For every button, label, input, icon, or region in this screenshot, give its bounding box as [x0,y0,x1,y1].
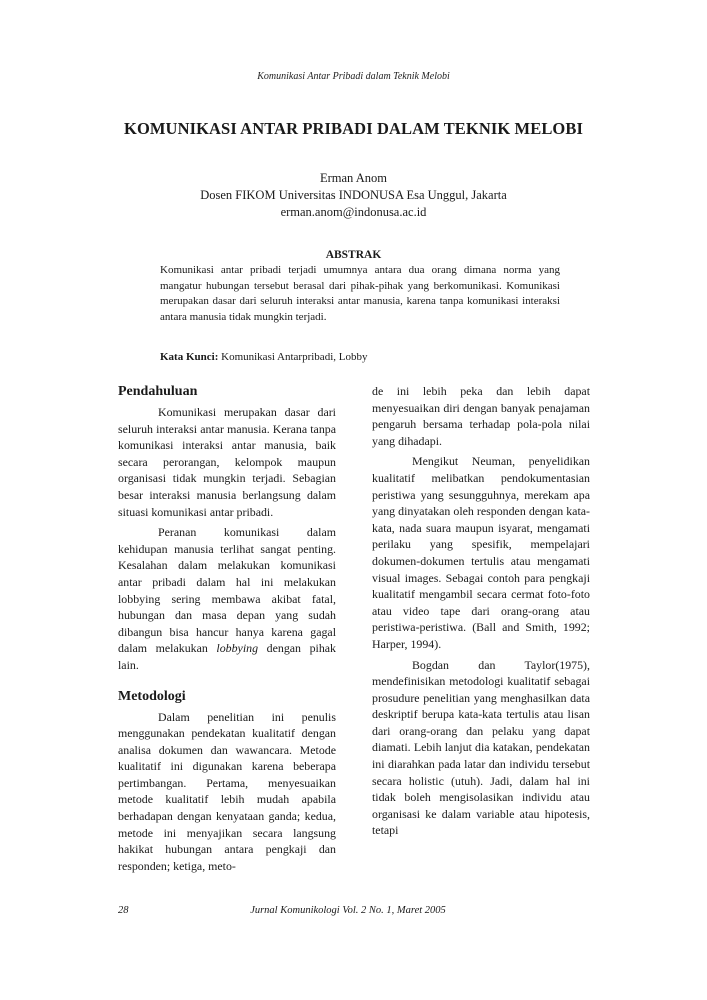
running-header: Komunikasi Antar Pribadi dalam Teknik Melobi [257,71,450,82]
abstract-text: Komunikasi antar pribadi terjadi umumnya antara dua orang dimana norma yang mangatur hubungan tersebut berasal dari pihak-pihak yang berkomunikasi. Komunikasi merupakan dasar dari seluruh interaksi antar manusia, karena tanpa komunikasi interaksi antara manusia tidak mungkin terjadi. [160,264,560,323]
keywords-label: Kata Kunci: [160,351,219,363]
author-affiliation: Dosen FIKOM Universitas INDONUSA Esa Unggul, Jakarta [200,188,507,202]
abstract-heading: ABSTRAK [325,249,382,261]
left-column [118,383,336,874]
paragraph-text: dengan pihak lain. [118,641,336,672]
italic-term: lobbying [216,641,259,656]
paragraph: Bogdan dan Taylor(1975), mendefinisikan metodologi kualitatif sebagai prosudure penelitian yang menghasilkan data deskriptif berupa kata-kata tertulis atau lisan dari orang-orang dan pelaku yang dapat diamati. Lebih lanjut dia katakan, pendekatan ini diarahkan pada latar dan individu tersebut secara holistic (utuh). Jadi, dalam hal ini tidak boleh mengisolasikan individu atau organisasi ke dalam variable atau hipotesis, tetapi [372,657,590,838]
paper-title: KOMUNIKASI ANTAR PRIBADI DALAM TEKNIK MELOBI [124,119,583,138]
paragraph-text: Peranan komunikasi dalam kehidupan manusia terlihat sangat penting. Kesalahan dalam melakukan komunikasi antar pribadi dalam hal ini melakukan lobbying sering membawa akibat fatal, hubungan dan masa depan yang sudah dibangun bisa hancur hanya karena gagal dalam melakukan [118,525,336,656]
section-heading-metodologi: Metodologi [118,688,186,704]
author-name: Erman Anom [319,171,387,185]
journal-citation: Jurnal Komunikologi Vol. 2 No. 1, Maret 2005 [250,905,446,916]
right-column [372,383,590,839]
keywords-value: Komunikasi Antarpribadi, Lobby [218,351,368,363]
paragraph: Dalam penelitian ini penulis menggunakan pendekatan kualitatif dengan analisa dokumen dan wawancara. Metode kualitatif ini digunakan karena beberapa pertimbangan. Pertama, menyesuaikan metode kualitatif lebih mudah apabila berhadapan dengan kenyataan ganda; kedua, metode ini menyajikan secara langsung hakikat hubungan antara pengkaji dan responden; ketiga, meto- [118,709,336,873]
paragraph: de ini lebih peka dan lebih dapat menyesuaikan diri dengan banyak penajaman pengaruh bersama terhadap pola-pola nilai yang dihadapi. [372,384,590,448]
paragraph: Mengikut Neuman, penyelidikan kualitatif melibatkan pendokumentasian peristiwa yang sesungguhnya, merekam apa yang dinyatakan oleh responden dengan kata-kata, nada suara maupun isyarat, mengamati perilaku yang spesifik, mempelajari dokumen-dokumen tertulis atau mengamati visual images. Sebagai contoh para pengkaji kualitatif mengambil secara cermat foto-foto atau video tape dari orang-orang atau peristiwa-peristiwa. (Ball and Smith, 1992; Harper, 1994). [372,454,590,651]
paragraph [118,524,336,673]
page-number: 28 [118,905,129,916]
keywords [160,351,560,363]
paragraph: Komunikasi merupakan dasar dari seluruh interaksi antar manusia. Kerana tanpa komunikasi interaksi antar manusia, baik secara perorangan, kelompok maupun organisasi tidak mungkin terjadi. Sebagian besar interaksi manusia berlangsung dalam situasi komunikasi antar pribadi. [118,405,336,519]
author-email: erman.anom@indonusa.ac.id [280,205,427,219]
author-block [0,170,707,221]
section-heading-pendahuluan: Pendahuluan [118,384,198,399]
